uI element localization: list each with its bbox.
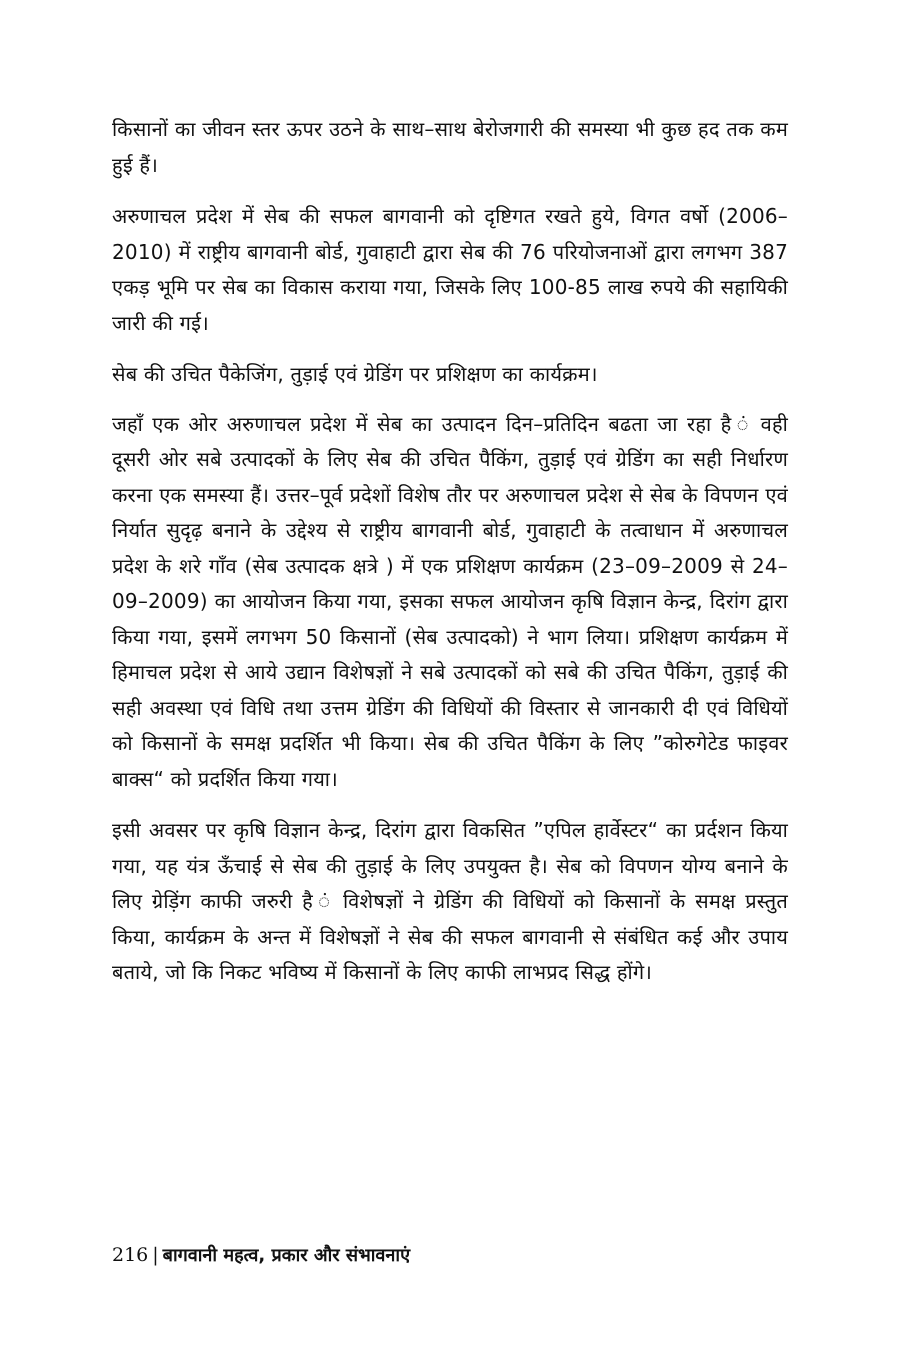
section-heading: सेब की उचित पैकेजिंग, तुड़ाई एवं ग्रेडिंग पर प्रशिक्षण का कार्यक्रम।: [112, 362, 598, 386]
paragraph-3: जहाँ एक ओर अरुणाचल प्रदेश में सेब का उत्पादन दिन–प्रतिदिन बढता जा रहा है ं वही दूसरी ओर सबे उत्पादकों के लिए सेब की उचित पैकिंग, तुड़ाई एवं ग्रेडिंग का सही निर्धारण करना एक समस्या हैं। उत्तर–पूर्व प्रदेशों विशेष तौर पर अरुणाचल प्रदेश से सेब के विपणन एवं निर्यात सुदृढ़ बनाने के उद्देश्य से राष्ट्रीय बागवानी बोर्ड, गुवाहाटी के तत्वाधान में अरुणाचल प्रदेश के शरे गाँव (सेब उत्पादक क्षत्रे ) में एक प्रशिक्षण कार्यक्रम (23–09–2009 से 24–09–2009) का आयोजन किया गया, इसका सफल आयोजन कृषि विज्ञान केन्द्र, दिरांग द्वारा किया गया, इसमें लगभग 50 किसानों (सेब उत्पादको) ने भाग लिया। प्रशिक्षण कार्यक्रम में हिमाचल प्रदेश से आये उद्यान विशेषज्ञों ने सबे उत्पादकों को सबे की उचित पैकिंग, तुड़ाई की सही अवस्था एवं विधि तथा उत्तम ग्रेडिंग की विधियों की विस्तार से जानकारी दी एवं विधियों को किसानों के समक्ष प्रदर्शित भी किया। सेब की उचित पैकिंग के लिए ”कोरुगेटेड फाइवर बाक्स“ को प्रदर्शित किया गया।: [112, 411, 788, 791]
paragraph-4: इसी अवसर पर कृषि विज्ञान केन्द्र, दिरांग द्वारा विकसित ”एपिल हार्वेस्टर“ का प्रर्दशन किया गया, यह यंत्र ऊँचाई से सेब की तुड़ाई के लिए उपयुक्त है। सेब को विपणन योग्य बनाने के लिए ग्रेड़िंग काफी जरुरी है ं विशेषज्ञों ने ग्रेडिंग की विधियों को किसानों के समक्ष प्रस्तुत किया, कार्यक्रम के अन्त में विशेषज्ञों ने सेब की सफल बागवानी से संबंधित कई और उपाय बताये, जो कि निकट भविष्य में किसानों के लिए काफी लाभप्रद सिद्ध होंगे।: [112, 818, 788, 984]
page-number: 216: [112, 1244, 149, 1266]
paragraph-2: अरुणाचल प्रदेश में सेब की सफल बागवानी को दृष्टिगत रखते हुये, विगत वर्षो (2006–2010) में राष्ट्रीय बागवानी बोर्ड, गुवाहाटी द्वारा सेब की 76 परियोजनाओं द्वारा लगभग 387 एकड़ भूमि पर सेब का विकास कराया गया, जिसके लिए 100-85 लाख रुपये की सहायिकी जारी की गई।: [112, 204, 788, 335]
footer-separator: |: [152, 1244, 159, 1266]
page-footer: [112, 1242, 410, 1269]
page-body: [112, 112, 788, 1007]
book-title: बागवानी महत्व, प्रकार और संभावनाएं: [162, 1245, 411, 1266]
paragraph-1: किसानों का जीवन स्तर ऊपर उठने के साथ–साथ बेरोजगारी की समस्या भी कुछ हद तक कम हुई हैं।: [112, 117, 788, 177]
